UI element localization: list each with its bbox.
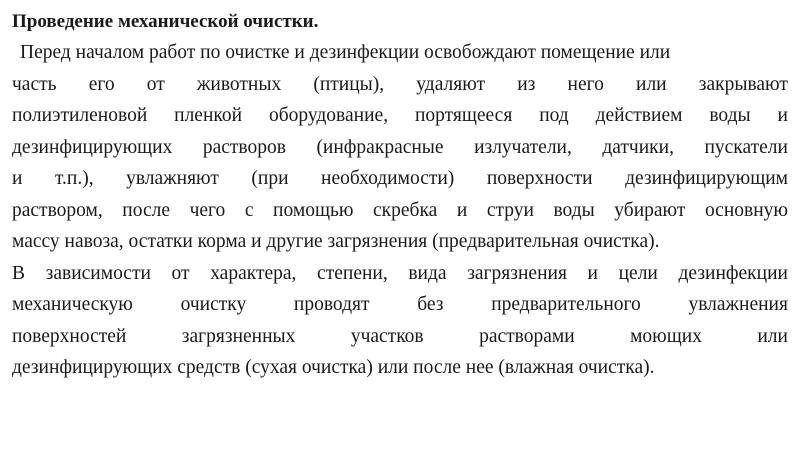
word: растворов [202, 136, 286, 158]
paragraph2-line1 [12, 258, 788, 290]
word: излучатели, [474, 136, 572, 158]
word: оборудование, [268, 105, 389, 126]
word: основную [704, 199, 788, 221]
paragraph1-line1: Перед началом работ по очистке и дезинфекции освобождают помещение или [20, 42, 671, 63]
word: убирают [614, 199, 686, 221]
word: растворами [479, 325, 575, 347]
paragraph1-line5 [12, 163, 788, 195]
paragraph1-line3 [12, 100, 788, 132]
word: (при [251, 168, 289, 189]
word: без [417, 294, 444, 315]
word: т.п.), [54, 168, 94, 189]
word: дезинфекции [678, 262, 788, 284]
word: цели [618, 262, 658, 284]
word: него [567, 73, 604, 95]
word: загрязнения [467, 262, 567, 284]
word: полиэтиленовой [12, 105, 148, 126]
word: необходимости) [321, 168, 455, 189]
word: пускатели [704, 136, 788, 158]
word: дезинфицирующим [625, 168, 788, 189]
word: очистку [180, 294, 247, 315]
word: зависимости [45, 262, 151, 284]
paragraph1-line6 [12, 195, 788, 227]
word: скребка [372, 199, 438, 221]
word: после [122, 199, 171, 221]
word: степени, [317, 262, 388, 284]
word: и [777, 105, 788, 126]
word: под [539, 105, 569, 126]
word: и [587, 262, 598, 284]
word: и [12, 168, 23, 189]
word: участков [350, 325, 424, 347]
word: проводят [293, 294, 370, 315]
word: помощью [273, 199, 354, 221]
word: поверхности [486, 168, 593, 189]
word: его [88, 73, 115, 95]
word: часть [12, 73, 57, 95]
word: увлажняют [126, 168, 219, 189]
word: или [757, 325, 788, 347]
paragraph1-line2 [12, 69, 788, 101]
word: характера, [210, 262, 297, 284]
paragraph1-line7: массу навоза, остатки корма и другие загрязнения (предварительная очистка). [12, 231, 660, 252]
word: из [517, 73, 536, 95]
word: увлажнения [688, 294, 788, 315]
paragraph2-line4: дезинфицирующих средств (сухая очистка) или после нее (влажная очистка). [12, 357, 655, 378]
word: В [12, 262, 26, 284]
word: удаляют [416, 73, 486, 95]
word: струи [486, 199, 534, 221]
paragraph2-line2 [12, 289, 788, 321]
word: портящееся [414, 105, 513, 126]
paragraph1-line4 [12, 132, 788, 164]
word: вида [408, 262, 447, 284]
word: от [171, 262, 190, 284]
word: (инфракрасные [316, 136, 444, 158]
word: или [636, 73, 667, 95]
word: действием [595, 105, 683, 126]
word: загрязненных [181, 325, 296, 347]
word: (птицы), [313, 73, 385, 95]
word: датчики, [602, 136, 674, 158]
word: и [456, 199, 468, 221]
word: чего [189, 199, 226, 221]
word: от [146, 73, 165, 95]
word: моющих [630, 325, 702, 347]
word: поверхностей [12, 325, 127, 347]
word: воды [553, 199, 595, 221]
word: с [244, 199, 254, 221]
word: пленкой [174, 105, 243, 126]
word: дезинфицирующих [12, 136, 173, 158]
word: предварительного [491, 294, 641, 315]
word: механическую [12, 294, 133, 315]
word: закрывают [698, 73, 788, 95]
heading: Проведение механической очистки. [12, 11, 319, 32]
word: воды [709, 105, 751, 126]
word: животных [196, 73, 282, 95]
paragraph2-line3 [12, 321, 788, 353]
word: раствором, [12, 199, 103, 221]
